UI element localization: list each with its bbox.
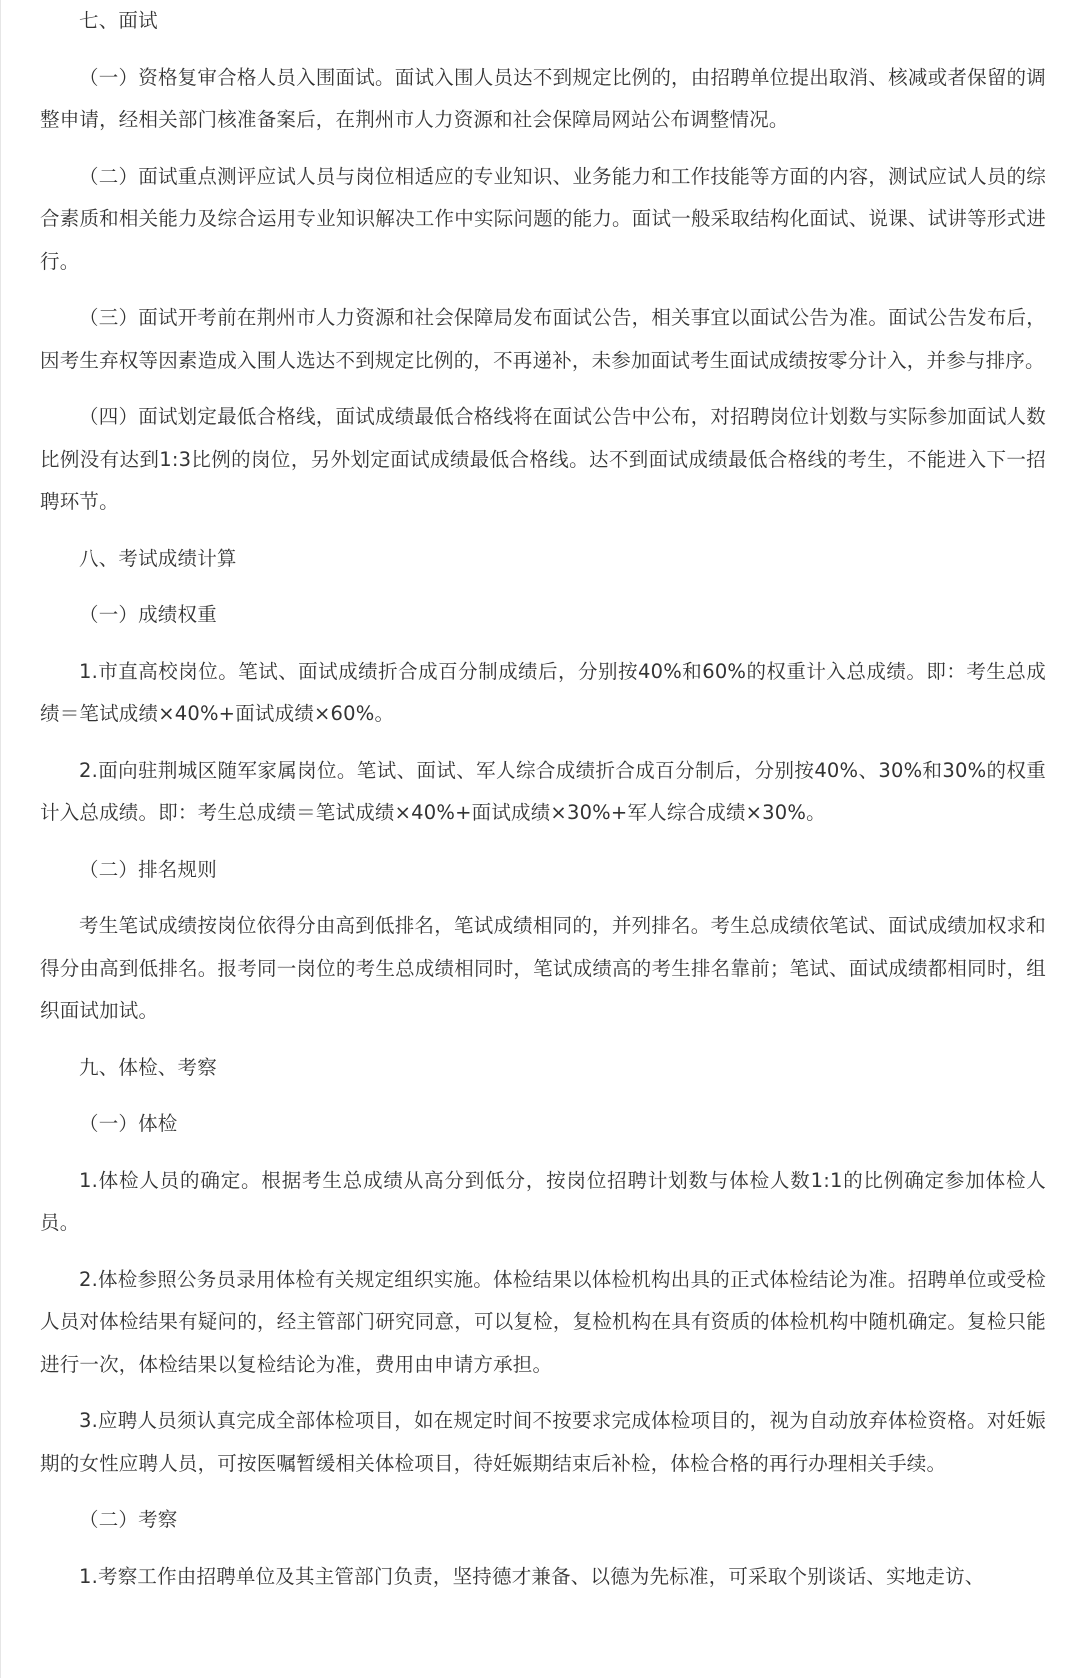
paragraph-7-4: （四）面试划定最低合格线，面试成绩最低合格线将在面试公告中公布，对招聘岗位计划数与实际参加面试人数比例没有达到1:3比例的岗位，另外划定面试成绩最低合格线。达不到面试成绩最低合格线的考生，不能进入下一招聘环节。 xyxy=(40,405,1046,513)
section-heading-8: 八、考试成绩计算 xyxy=(79,546,237,570)
section-heading-9: 九、体检、考察 xyxy=(79,1055,217,1079)
paragraph-9-1-2: 2.体检参照公务员录用体检有关规定组织实施。体检结果以体检机构出具的正式体检结论为准。招聘单位或受检人员对体检结果有疑问的，经主管部门研究同意，可以复检，复检机构在具有资质的体检机构中随机确定。复检只能进行一次，体检结果以复检结论为准，费用由申请方承担。 xyxy=(40,1267,1046,1376)
subheading-9-1: （一）体检 xyxy=(79,1112,178,1135)
subheading-9-2: （二）考察 xyxy=(79,1508,178,1531)
paragraph-8-1-2: 2.面向驻荆城区随军家属岗位。笔试、面试、军人综合成绩折合成百分制后，分别按40%、30%和30%的权重计入总成绩。即：考生总成绩＝笔试成绩×40%+面试成绩×30%+军人综合成绩×30%。 xyxy=(40,758,1046,824)
subheading-8-1: （一）成绩权重 xyxy=(79,603,217,626)
paragraph-7-2: （二）面试重点测评应试人员与岗位相适应的专业知识、业务能力和工作技能等方面的内容，测试应试人员的综合素质和相关能力及综合运用专业知识解决工作中实际问题的能力。面试一般采取结构化面试、说课、试讲等形式进行。 xyxy=(40,164,1046,273)
subheading-8-2: （二）排名规则 xyxy=(79,857,217,881)
section-heading-7: 七、面试 xyxy=(79,9,158,32)
paragraph-9-1-1: 1.体检人员的确定。根据考生总成绩从高分到低分，按岗位招聘计划数与体检人数1:1的比例确定参加体检人员。 xyxy=(40,1168,1046,1234)
document-body xyxy=(40,0,1046,1612)
paragraph-9-1-3: 3.应聘人员须认真完成全部体检项目，如在规定时间不按要求完成体检项目的，视为自动放弃体检资格。对妊娠期的女性应聘人员，可按医嘱暂缓相关体检项目，待妊娠期结束后补检，体检合格的再行办理相关手续。 xyxy=(40,1409,1046,1475)
paragraph-7-1: （一）资格复审合格人员入围面试。面试入围人员达不到规定比例的，由招聘单位提出取消、核减或者保留的调整申请，经相关部门核准备案后，在荆州市人力资源和社会保障局网站公布调整情况。 xyxy=(40,65,1046,131)
left-border xyxy=(0,0,1,1678)
paragraph-9-2-1: 1.考察工作由招聘单位及其主管部门负责，坚持德才兼备、以德为先标准，可采取个别谈话、实地走访、 xyxy=(79,1564,985,1588)
paragraph-8-1-1: 1.市直高校岗位。笔试、面试成绩折合成百分制成绩后，分别按40%和60%的权重计入总成绩。即：考生总成绩＝笔试成绩×40%+面试成绩×60%。 xyxy=(40,659,1046,725)
paragraph-8-2: 考生笔试成绩按岗位依得分由高到低排名，笔试成绩相同的，并列排名。考生总成绩依笔试、面试成绩加权求和得分由高到低排名。报考同一岗位的考生总成绩相同时，笔试成绩高的考生排名靠前；笔试、面试成绩都相同时，组织面试加试。 xyxy=(40,914,1046,1022)
paragraph-7-3: （三）面试开考前在荆州市人力资源和社会保障局发布面试公告，相关事宜以面试公告为准。面试公告发布后，因考生弃权等因素造成入围人选达不到规定比例的，不再递补，未参加面试考生面试成绩按零分计入，并参与排序。 xyxy=(40,306,1046,372)
